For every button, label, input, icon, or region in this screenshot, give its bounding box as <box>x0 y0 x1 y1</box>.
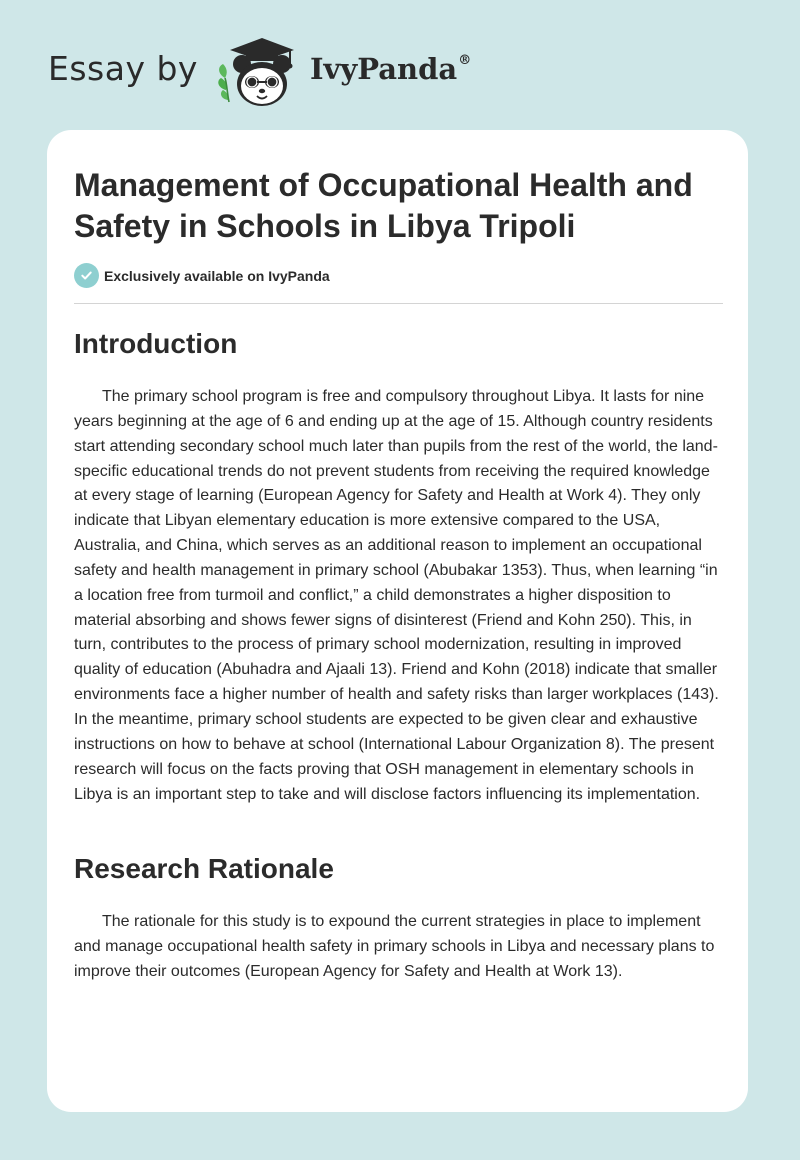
exclusive-badge <box>74 263 330 288</box>
site-header <box>48 34 471 110</box>
title-divider <box>74 303 723 304</box>
panda-graduate-logo-icon[interactable] <box>212 34 304 110</box>
brand-name[interactable]: IvyPanda® <box>309 52 472 86</box>
exclusive-badge-label: Exclusively available on IvyPanda <box>104 267 330 284</box>
trademark-symbol: ® <box>458 53 472 69</box>
section-heading-introduction: Introduction <box>74 328 238 359</box>
article-card <box>47 130 748 1112</box>
essay-by-label: Essay by <box>48 48 198 88</box>
section-heading-research-rationale: Research Rationale <box>74 853 334 884</box>
research-rationale-paragraph: The rationale for this study is to expound the current strategies in place to implement and manage occupational health safety in primary schools in Libya and necessary plans to improve their outcomes (European Agency for Safety and Health at Work 13). <box>74 913 715 980</box>
check-circle-icon <box>74 263 99 288</box>
article-title: Management of Occupational Health and Safety in Schools in Libya Tripoli <box>74 167 693 244</box>
introduction-paragraph: The primary school program is free and compulsory throughout Libya. It lasts for nine years beginning at the age of 6 and ending up at the age of 15. Although country residents start attending secondary school much later than pupils from the rest of the world, the land-specific educational trends do not prevent students from receiving the required knowledge at every stage of learning (European Agency for Safety and Health at Work 4). They only indicate that Libyan elementary education is more extensive compared to the USA, Australia, and China, which serves as an additional reason to implement an occupational safety and health management in primary school (Abubakar 1353). Thus, when learning “in a location free from turmoil and conflict,” a child demonstrates a higher disposition to material absorbing and shows fewer signs of disinterest (Friend and Kohn 250). This, in turn, contributes to the process of primary school modernization, resulting in improved quality of education (Abuhadra and Ajaali 13). Friend and Kohn (2018) indicate that smaller environments face a higher number of health and safety risks than larger workplaces (143). In the meantime, primary school students are expected to be given clear and exhaustive instructions on how to behave at school (International Labour Organization 8). The present research will focus on the facts proving that OSH management in elementary schools in Libya is an important step to take and will disclose factors influencing its implementation. <box>74 388 719 803</box>
